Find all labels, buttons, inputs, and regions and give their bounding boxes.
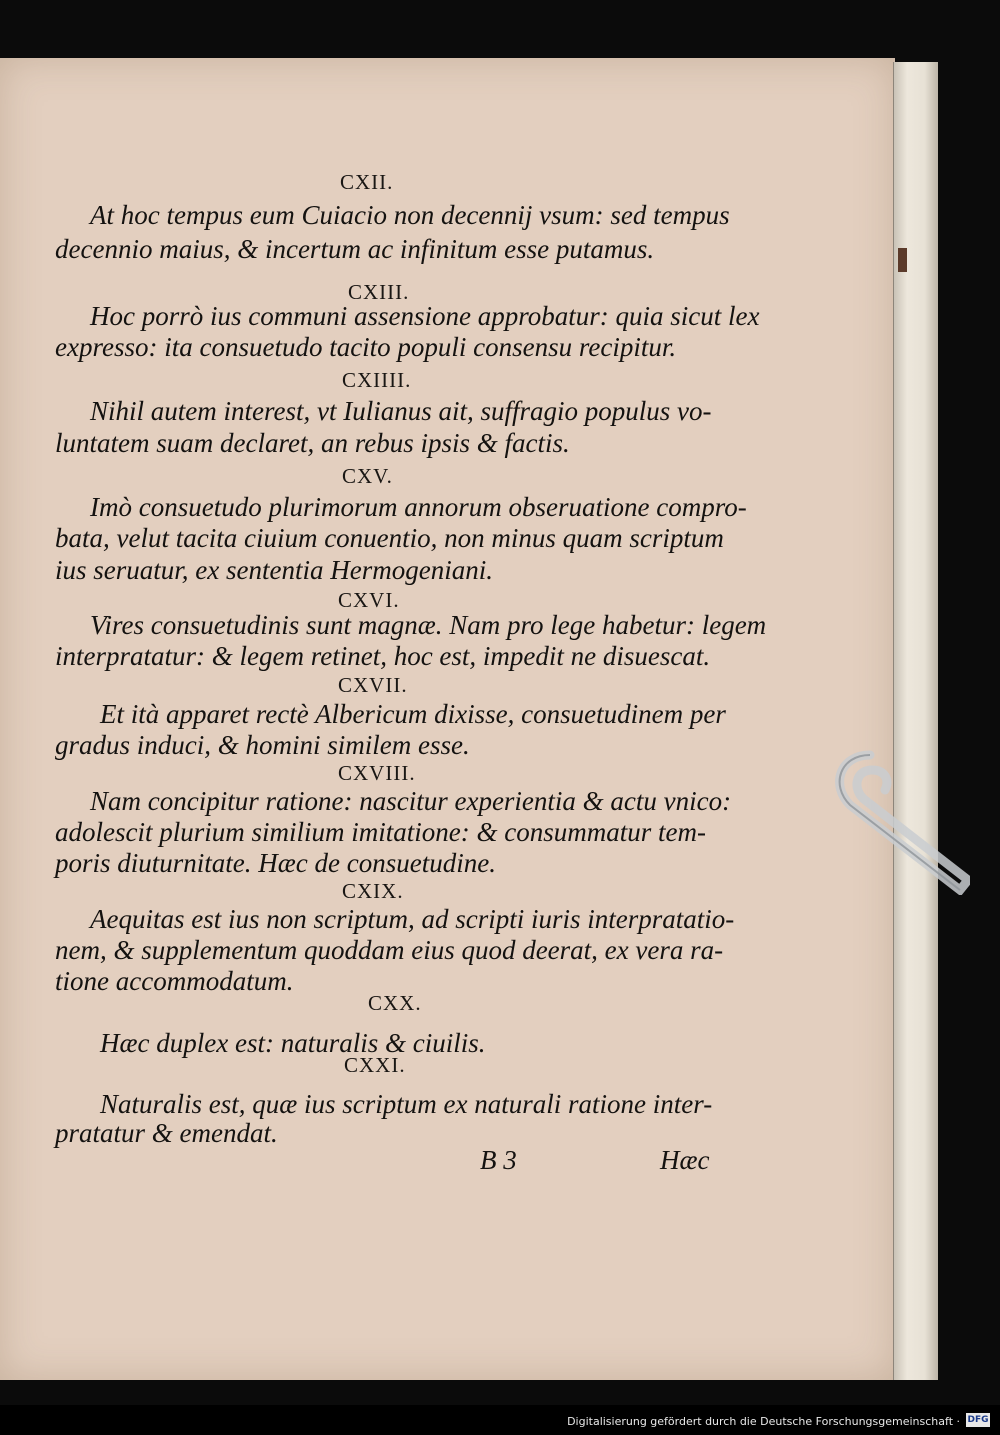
signature-mark: B 3: [480, 1145, 517, 1175]
catchword: Hæc: [660, 1145, 710, 1175]
section-number: CXIII.: [348, 280, 410, 304]
text-line: luntatem suam declaret, an rebus ipsis & factis.: [55, 428, 570, 458]
text-line: Vires consuetudinis sunt magnæ. Nam pro lege habetur: legem: [90, 610, 767, 640]
text-line: bata, velut tacita ciuium conuentio, non minus quam scriptum: [55, 523, 724, 553]
footer-credit: Digitalisierung gefördert durch die Deutsche Forschungsgemeinschaft ·: [567, 1415, 960, 1428]
text-line: tione accommodatum.: [55, 966, 294, 996]
text-line: Naturalis est, quæ ius scriptum ex naturali ratione inter-: [100, 1089, 713, 1119]
text-line: Hoc porrò ius communi assensione approbatur: quia sicut lex: [90, 301, 760, 331]
dfg-logo: DFG: [967, 1415, 989, 1425]
section-number: CXV.: [342, 464, 393, 488]
text-line: At hoc tempus eum Cuiacio non decennij vsum: sed tempus: [90, 200, 730, 230]
text-line: poris diuturnitate. Hæc de consuetudine.: [55, 848, 496, 878]
section-number: CXX.: [368, 991, 422, 1015]
text-line: expresso: ita consuetudo tacito populi consensu recipitur.: [55, 332, 677, 362]
section-number: CXVI.: [338, 588, 400, 612]
section-number: CXIIII.: [342, 368, 412, 392]
section-number: CXII.: [340, 170, 394, 194]
text-line: Nam concipitur ratione: nascitur experientia & actu vnico:: [90, 786, 732, 816]
digitization-footer: [0, 1405, 1000, 1435]
text-line: Nihil autem interest, vt Iulianus ait, suffragio populus vo-: [90, 396, 712, 426]
text-line: interpratatur: & legem retinet, hoc est, impedit ne disuescat.: [55, 641, 711, 671]
text-line: Et ità apparet rectè Albericum dixisse, consuetudinem per: [100, 699, 726, 729]
section-number: CXVII.: [338, 673, 408, 697]
text-line: gradus induci, & homini similem esse.: [55, 730, 470, 760]
text-line: nem, & supplementum quoddam eius quod deerat, ex vera ra-: [55, 935, 724, 965]
text-line: Hæc duplex est: naturalis & ciuilis.: [100, 1028, 486, 1058]
text-line: pratatur & emendat.: [55, 1118, 278, 1148]
text-line: decennio maius, & incertum ac infinitum esse putamus.: [55, 234, 655, 264]
text-line: adolescit plurium similium imitatione: & consummatur tem-: [55, 817, 706, 847]
section-number: CXVIII.: [338, 761, 416, 785]
text-line: Imò consuetudo plurimorum annorum obseruatione compro-: [90, 492, 747, 522]
section-number: CXIX.: [342, 879, 404, 903]
board-tab: [898, 248, 907, 272]
text-line: ius seruatur, ex sententia Hermogeniani.: [55, 555, 493, 585]
text-line: Aequitas est ius non scriptum, ad scripti iuris interpratatio-: [90, 904, 735, 934]
section-number: CXXI.: [344, 1053, 406, 1077]
